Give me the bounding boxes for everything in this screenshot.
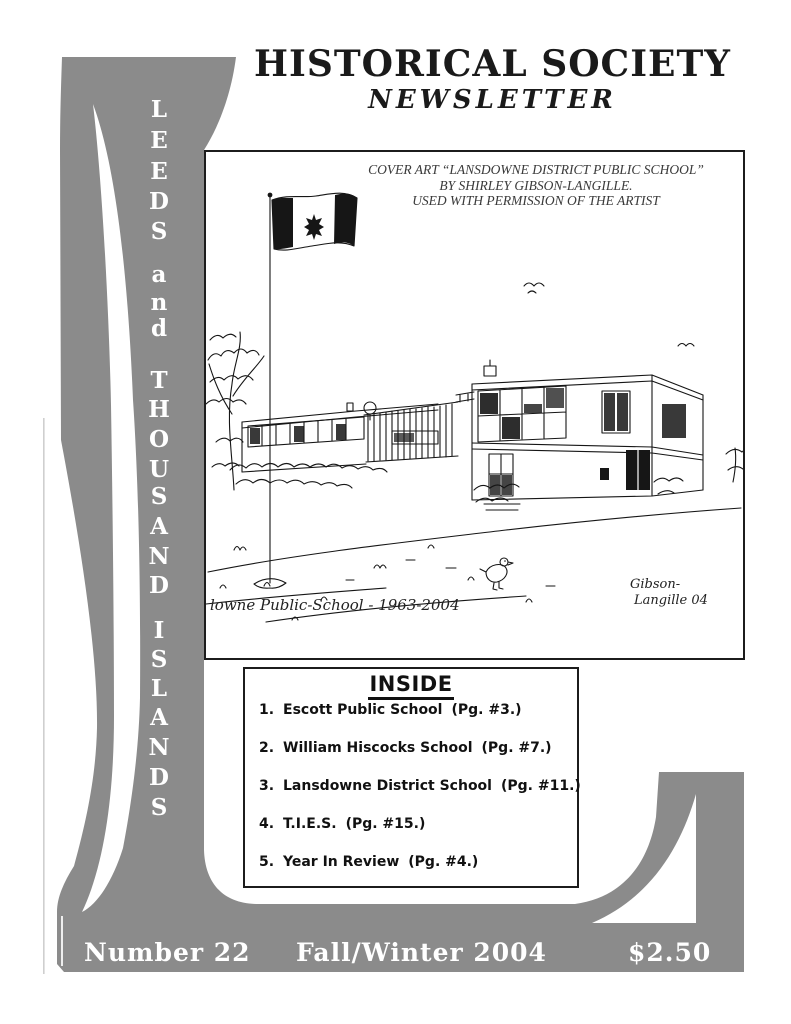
inside-title: INSIDE (245, 672, 577, 696)
spine-letter: a (151, 261, 167, 288)
page-title: HISTORICAL SOCIETY (254, 43, 731, 85)
bush-sketch (726, 448, 743, 482)
cover-art-caption (334, 162, 738, 209)
school-tall-block (472, 360, 703, 510)
spine-letter: D (149, 188, 169, 215)
spine-letter: L (150, 675, 168, 702)
school-low-wing (242, 403, 438, 472)
spine-letter: E (150, 158, 168, 185)
inside-item: 4. T.I.E.S. (Pg. #15.) (259, 816, 426, 832)
inside-item: 3. Lansdowne District School (Pg. #11.) (259, 778, 581, 794)
masthead (235, 44, 750, 114)
caption-line-1: COVER ART “LANSDOWNE DISTRICT PUBLIC SCHOOL” (368, 162, 704, 177)
caption-line-3: USED WITH PERMISSION OF THE ARTIST (412, 193, 660, 208)
spine-letter: S (150, 794, 168, 821)
page-subtitle: NEWSLETTER (368, 85, 617, 115)
spine-letter: D (149, 572, 169, 599)
spine-letter: A (150, 704, 168, 731)
maple-leaf-icon (304, 214, 324, 240)
inside-item: 2. William Hiscocks School (Pg. #7.) (259, 740, 552, 756)
spine-letter: D (149, 764, 169, 791)
spine-letter: d (150, 315, 168, 342)
scan-artifact-line (43, 418, 45, 974)
spine-letter: S (150, 483, 168, 510)
spine-letter: n (150, 289, 168, 316)
spine-letter: S (150, 218, 168, 245)
foot-highlight-sliver (61, 916, 63, 966)
inside-contents-box (243, 667, 579, 888)
spine-letter: N (148, 734, 170, 761)
spine-letter: E (150, 127, 168, 154)
inside-item: 1. Escott Public School (Pg. #3.) (259, 702, 522, 718)
flying-birds-icon (524, 283, 694, 346)
spine-letter: N (148, 543, 170, 570)
flagpole (254, 193, 286, 589)
spine-letter: A (150, 513, 168, 540)
cover-art-frame (204, 150, 745, 660)
issue-season: Fall/Winter 2004 (296, 938, 547, 967)
spine-letter: T (150, 367, 168, 394)
issue-price: $2.50 (628, 938, 712, 967)
spine-letter: I (153, 617, 165, 644)
artist-signature-line2: Langille 04 (634, 593, 708, 608)
spine-letter: U (148, 456, 170, 483)
school-siding-section (364, 392, 474, 462)
bird-icon (480, 558, 513, 590)
handwritten-caption: lowne Public-School - 1963-2004 (210, 596, 460, 614)
spine-letter: O (148, 426, 170, 453)
spine (144, 0, 174, 1024)
artist-signature-line1: Gibson- (630, 577, 681, 592)
spine-letter: L (150, 96, 168, 123)
bushes-sketch (230, 464, 683, 503)
cover-art-drawing (206, 152, 743, 658)
spine-letter: S (150, 646, 168, 673)
spine-letter: H (148, 396, 170, 423)
caption-line-2: BY SHIRLEY GIBSON-LANGILLE. (439, 177, 633, 193)
issue-number: Number 22 (84, 938, 251, 967)
inside-item: 5. Year In Review (Pg. #4.) (259, 854, 479, 870)
